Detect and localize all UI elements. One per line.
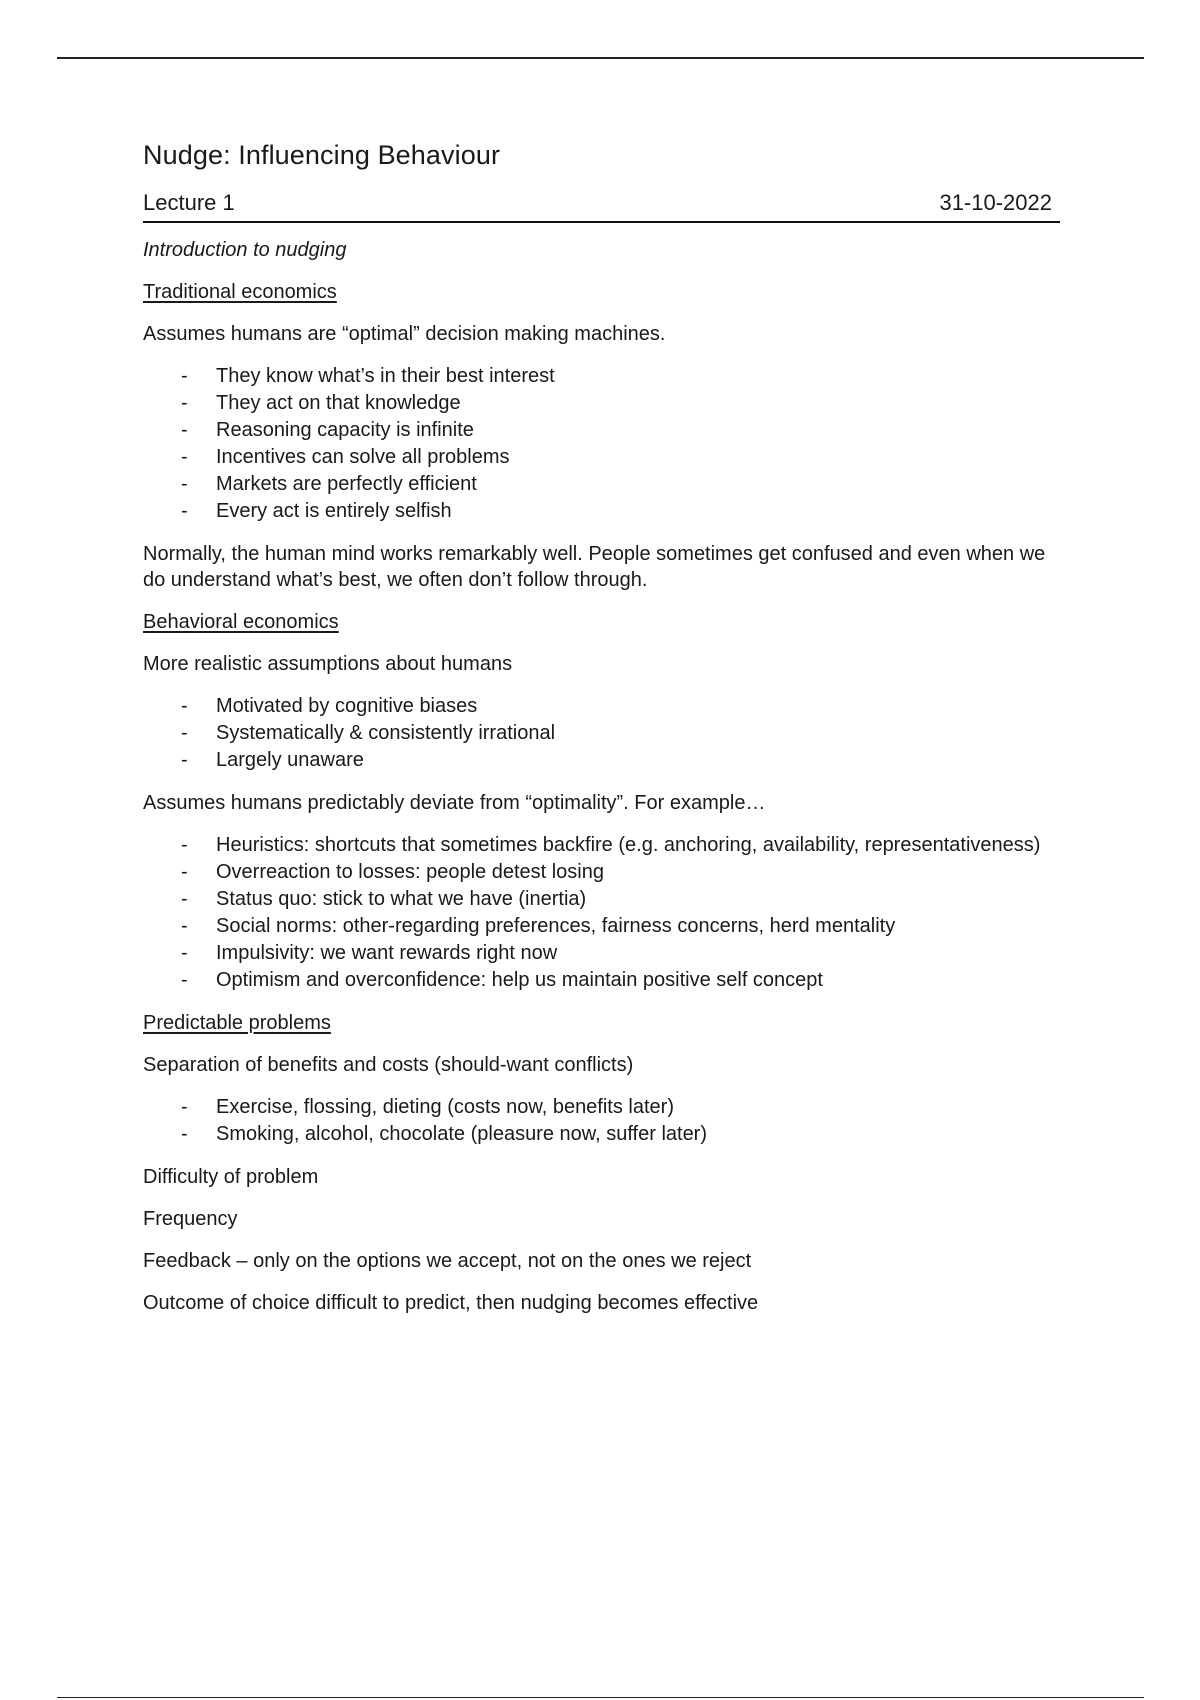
- list-item: - They know what’s in their best interest: [181, 365, 555, 387]
- lecture-label: Lecture 1: [143, 190, 235, 215]
- list-item: - They act on that knowledge: [181, 392, 461, 414]
- list-item: - Systematically & consistently irrational: [181, 722, 556, 744]
- list-item: - Optimism and overconfidence: help us maintain positive self concept: [181, 969, 823, 991]
- heading-behavioral-economics: Behavioral economics: [143, 611, 339, 633]
- heading-traditional-economics: Traditional economics: [143, 281, 337, 303]
- heading-predictable-problems: Predictable problems: [143, 1012, 331, 1034]
- predictable-frequency: Frequency: [143, 1208, 238, 1230]
- list-item: - Reasoning capacity is infinite: [181, 419, 474, 441]
- list-item: - Exercise, flossing, dieting (costs now, benefits later): [181, 1096, 674, 1118]
- behavioral-lead-2: Assumes humans predictably deviate from “optimality”. For example…: [143, 792, 766, 814]
- list-item: - Social norms: other-regarding preferences, fairness concerns, herd mentality: [181, 915, 896, 937]
- traditional-lead: Assumes humans are “optimal” decision making machines.: [143, 323, 666, 345]
- list-item: - Heuristics: shortcuts that sometimes backfire (e.g. anchoring, availability, representativeness): [181, 834, 1041, 856]
- behavioral-list: [143, 693, 1060, 774]
- predictable-lead: Separation of benefits and costs (should-want conflicts): [143, 1054, 634, 1076]
- list-item: - Every act is entirely selfish: [181, 500, 452, 522]
- predictable-list: [143, 1094, 1060, 1148]
- traditional-closing: Normally, the human mind works remarkably well. People sometimes get confused and even when we do understand what’s best, we often don’t follow through.: [143, 543, 1046, 591]
- intro-subtitle: Introduction to nudging: [143, 239, 347, 261]
- list-item: - Motivated by cognitive biases: [181, 695, 478, 717]
- list-item: - Impulsivity: we want rewards right now: [181, 942, 558, 964]
- behavioral-examples-list: [143, 832, 1060, 994]
- predictable-difficulty: Difficulty of problem: [143, 1166, 319, 1188]
- list-item: - Overreaction to losses: people detest losing: [181, 861, 604, 883]
- predictable-outcome: Outcome of choice difficult to predict, then nudging becomes effective: [143, 1292, 759, 1314]
- document-title: Nudge: Influencing Behaviour: [143, 140, 501, 170]
- predictable-feedback: Feedback – only on the options we accept, not on the ones we reject: [143, 1250, 752, 1272]
- traditional-list: [143, 363, 1060, 525]
- page-bottom-rule: [57, 1697, 1144, 1698]
- lecture-header: [143, 189, 1060, 223]
- list-item: - Smoking, alcohol, chocolate (pleasure now, suffer later): [181, 1123, 708, 1145]
- list-item: - Largely unaware: [181, 749, 364, 771]
- lecture-date: 31-10-2022: [939, 190, 1052, 215]
- document-content: [143, 140, 1060, 1332]
- behavioral-lead: More realistic assumptions about humans: [143, 653, 513, 675]
- list-item: - Markets are perfectly efficient: [181, 473, 477, 495]
- list-item: - Incentives can solve all problems: [181, 446, 510, 468]
- list-item: - Status quo: stick to what we have (inertia): [181, 888, 587, 910]
- page-top-rule: [57, 57, 1144, 59]
